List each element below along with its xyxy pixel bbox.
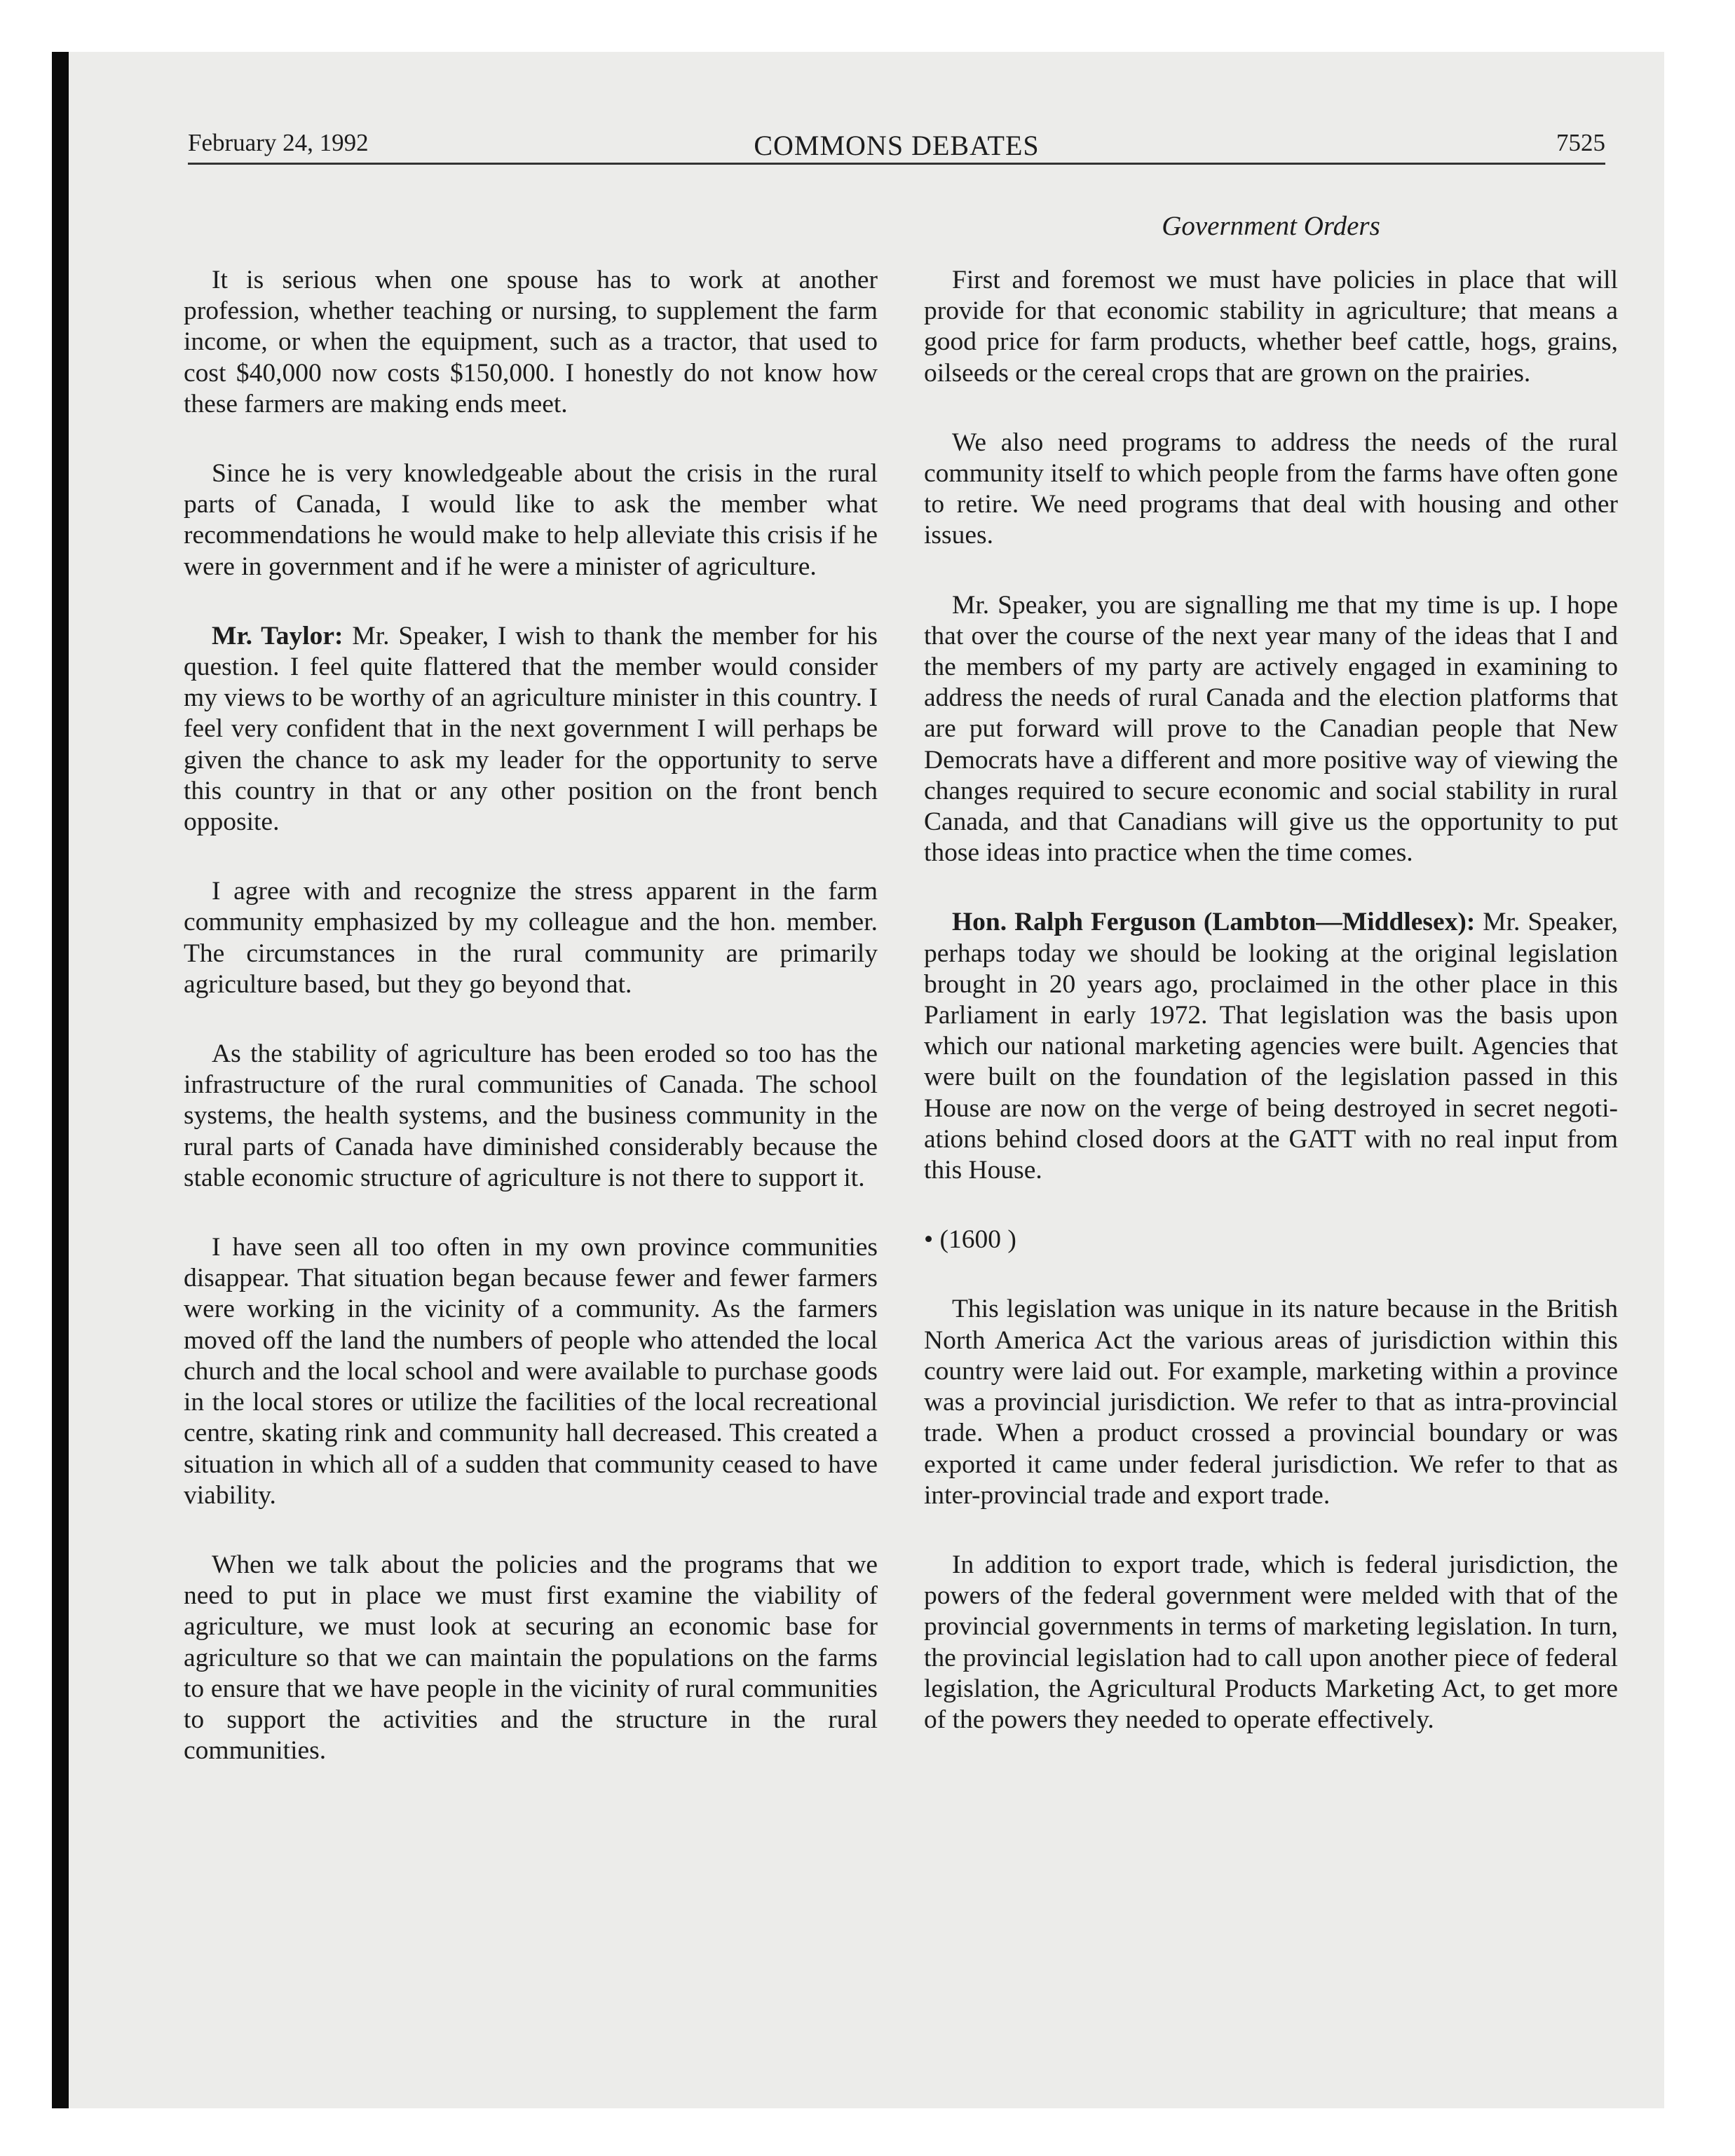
header-date: February 24, 1992: [188, 129, 369, 156]
paragraph: I agree with and recognize the stress apparent in the farm community emphasized by my colleague and the hon. member. The circumstances in the rural community are primarily agriculture based, but they go beyond that.: [184, 877, 878, 999]
speaker-name: Mr. Taylor:: [212, 621, 343, 650]
paragraph: I have seen all too often in my own province communities disappear. That situation began because fewer and fewer farmers were working in the vicinity of a community. As the farmers moved off the land the numbers of people who attended the local church and the local school and were available to purchase goods in the local stores or utilize the facilities of the local recreational centre, skating rink and community hall decreased. This created a situation in which all of a sudden that community ceased to have viability.: [184, 1233, 878, 1510]
paragraph: [184, 621, 878, 838]
paragraph: We also need programs to address the needs of the rural community itself to which people from the farms have often gone to retire. We need programs that deal with housing and other issues.: [924, 428, 1618, 550]
left-column: [184, 265, 878, 1805]
speech-text: Mr. Speaker, I wish to thank the member for his question. I feel quite flattered that the member would consider my views to be worthy of an agriculture minister in this country. I feel very confident that in the next government I will perhaps be given the chance to ask my leader for the opportunity to serve this country in that or any other position on the front bench opposite.: [184, 621, 878, 837]
paragraph: It is serious when one spouse has to work at another profession, whether teaching or nursing, to supplement the farm income, or when the equipment, such as a tractor, that used to cost $40,000 now costs $150,000. I honestly do not know how these farmers are making ends meet.: [184, 266, 878, 418]
paragraph: Mr. Speaker, you are signalling me that my time is up. I hope that over the course of the next year many of the ideas that I and the members of my party are actively engaged in examining to address the needs of rural Canada and the election platforms that are put forward will prove to the Canadian people that New Democrats have a different and more positive way of viewing the changes required to secure economic and social stability in rural Canada, and that Canadians will give us the opportunity to put those ideas into practice when the time comes.: [924, 590, 1618, 868]
time-marker: • (1600 ): [924, 1225, 1016, 1255]
paragraph: This legislation was unique in its nature because in the British North America Act the various areas of jurisdiction within this country were laid out. For example, marketing within a province was a provincial jurisdiction. We refer to that as intra-provincial trade. When a product crossed a provincial boundary or was exported it came under federal jurisdiction. We refer to that as inter-provincial trade and export trade.: [924, 1295, 1618, 1510]
section-label: Government Orders: [1162, 211, 1380, 241]
page-header: [188, 129, 1605, 165]
speech-text: Mr. Speaker, perhaps today we should be looking at the original legislation brought in 20 years ago, proclaimed in the other place in this Parliament in early 1972. That legislation was the basis upon which our national marketing agencies were built. Agencies that were built on the foundation of the legislation passed in this House are now on the verge of being destroyed in secret negotiations behind closed doors at the GATT with no real input from this House.: [924, 908, 1618, 1185]
page-number: 7525: [1556, 129, 1605, 156]
paragraph: In addition to export trade, which is federal jurisdiction, the powers of the federal government were melded with that of the provincial governments in terms of marketing legislation. In turn, the provincial legislation had to call upon another piece of federal legislation, the Agricultural Products Marketing Act, to get more of the powers they needed to operate effectively.: [924, 1550, 1618, 1734]
right-column: [924, 265, 1618, 1774]
speaker-name: Hon. Ralph Ferguson (Lambton—Middlesex):: [952, 908, 1476, 937]
paragraph: As the stability of agriculture has been eroded so too has the infrastructure of the rural communities of Canada. The school systems, the health systems, and the business community in the rural parts of Canada have diminished considerably because the stable economic structure of agriculture is not there to support it.: [184, 1039, 878, 1192]
header-title: COMMONS DEBATES: [754, 130, 1040, 161]
paragraph: When we talk about the policies and the programs that we need to put in place we must first examine the viability of agriculture, we must look at securing an economic base for agriculture so that we can maintain the populations on the farms to ensure that we have people in the vicinity of rural communities to support the activities and the structure in the rural communities.: [184, 1550, 878, 1766]
binding-edge: [52, 52, 69, 2108]
paragraph: First and foremost we must have policies in place that will provide for that economic stability in agriculture; that means a good price for farm products, whether beef cattle, hogs, grains, oilseeds or the cereal crops that are grown on the prairies.: [924, 266, 1618, 388]
paragraph: [924, 907, 1618, 1186]
paragraph: Since he is very knowledgeable about the crisis in the rural parts of Canada, I would like to ask the member what recommendations he would make to help alleviate this crisis if he were in government and if he were a minister of agriculture.: [184, 459, 878, 581]
